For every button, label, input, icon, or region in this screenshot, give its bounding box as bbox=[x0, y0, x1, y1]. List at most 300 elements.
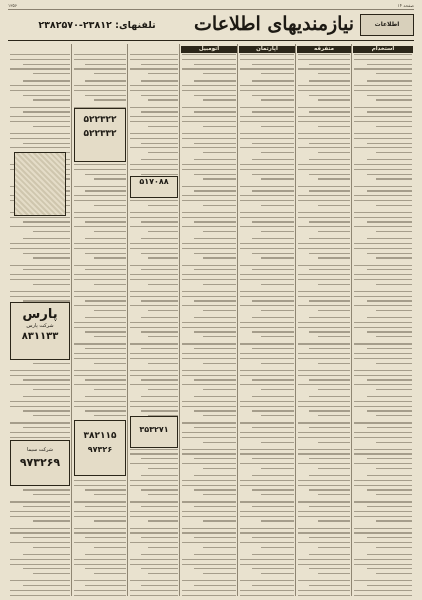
text-line bbox=[309, 253, 350, 254]
text-line bbox=[240, 375, 294, 376]
text-line bbox=[298, 375, 350, 376]
text-line bbox=[309, 190, 350, 191]
text-line bbox=[10, 370, 70, 371]
text-line bbox=[354, 516, 412, 517]
text-line bbox=[130, 90, 178, 91]
text-line bbox=[252, 506, 294, 507]
text-line bbox=[74, 322, 126, 323]
text-line bbox=[10, 59, 70, 60]
center-phones-ad bbox=[74, 108, 126, 162]
text-line bbox=[252, 427, 294, 428]
text-line bbox=[182, 375, 236, 376]
text-line bbox=[74, 164, 126, 165]
text-line bbox=[261, 126, 294, 127]
text-line bbox=[298, 422, 350, 423]
text-line bbox=[141, 221, 178, 222]
section-header-homes: آپارتمان bbox=[239, 46, 295, 53]
text-line bbox=[298, 322, 350, 323]
text-line bbox=[182, 480, 236, 481]
text-line bbox=[85, 348, 126, 349]
text-line bbox=[354, 274, 412, 275]
text-line bbox=[318, 73, 350, 74]
text-line bbox=[298, 463, 350, 464]
text-line bbox=[367, 317, 412, 318]
text-line bbox=[182, 147, 236, 148]
text-line bbox=[354, 243, 412, 244]
text-line bbox=[298, 169, 350, 170]
text-line bbox=[74, 353, 126, 354]
text-line bbox=[261, 152, 294, 153]
text-line bbox=[141, 238, 178, 239]
text-line bbox=[194, 348, 236, 349]
text-line bbox=[203, 442, 236, 443]
text-line bbox=[194, 475, 236, 476]
section-header-misc: متفرقه bbox=[297, 46, 351, 53]
column-1 bbox=[351, 44, 414, 596]
text-line bbox=[148, 284, 178, 285]
text-line bbox=[354, 248, 412, 249]
text-line bbox=[130, 590, 178, 591]
text-line bbox=[182, 195, 236, 196]
text-line bbox=[182, 248, 236, 249]
text-line bbox=[240, 133, 294, 134]
text-line bbox=[85, 554, 126, 555]
text-line bbox=[298, 432, 350, 433]
text-line bbox=[130, 200, 178, 201]
text-line bbox=[194, 554, 236, 555]
text-line bbox=[94, 284, 126, 285]
text-line bbox=[74, 358, 126, 359]
text-line bbox=[252, 396, 294, 397]
text-line bbox=[33, 415, 70, 416]
column-5 bbox=[127, 44, 180, 596]
text-line bbox=[10, 138, 70, 139]
text-line bbox=[309, 568, 350, 569]
text-line bbox=[23, 269, 70, 270]
text-line bbox=[298, 580, 350, 581]
text-line bbox=[10, 85, 70, 86]
text-line bbox=[33, 363, 70, 364]
text-line bbox=[182, 327, 236, 328]
text-line bbox=[240, 422, 294, 423]
text-line bbox=[85, 396, 126, 397]
text-line bbox=[252, 64, 294, 65]
text-line bbox=[240, 243, 294, 244]
text-line bbox=[130, 516, 178, 517]
text-line bbox=[354, 90, 412, 91]
masthead-phones bbox=[8, 20, 186, 31]
text-line bbox=[182, 516, 236, 517]
text-line bbox=[240, 138, 294, 139]
text-line bbox=[148, 205, 178, 206]
text-line bbox=[367, 238, 412, 239]
masthead-title: نیازمندیهای اطلاعات bbox=[194, 13, 354, 35]
text-line bbox=[318, 257, 350, 258]
column-3 bbox=[237, 44, 296, 596]
text-line bbox=[240, 449, 294, 450]
text-line bbox=[94, 389, 126, 390]
text-line bbox=[376, 178, 412, 179]
text-line bbox=[203, 99, 236, 100]
text-line bbox=[261, 73, 294, 74]
text-line bbox=[298, 226, 350, 227]
text-line bbox=[354, 463, 412, 464]
text-line bbox=[130, 138, 178, 139]
text-line bbox=[182, 322, 236, 323]
text-line bbox=[354, 291, 412, 292]
tall-phone-2: ۹۷۳۲۶ bbox=[87, 445, 113, 455]
advertisement-illustration bbox=[14, 152, 66, 216]
text-line bbox=[182, 186, 236, 187]
text-line bbox=[182, 353, 236, 354]
text-line bbox=[203, 573, 236, 574]
text-line bbox=[141, 317, 178, 318]
text-line bbox=[298, 279, 350, 280]
text-line bbox=[130, 265, 178, 266]
text-line bbox=[376, 284, 412, 285]
text-line bbox=[367, 348, 412, 349]
text-line bbox=[182, 401, 236, 402]
text-line bbox=[376, 310, 412, 311]
text-line bbox=[318, 442, 350, 443]
text-line bbox=[309, 506, 350, 507]
text-line bbox=[85, 379, 126, 380]
text-line bbox=[182, 501, 236, 502]
text-line bbox=[203, 520, 236, 521]
center-phone: ۵۱۷۰۸۸ bbox=[139, 177, 169, 186]
text-line bbox=[130, 68, 178, 69]
text-line bbox=[261, 99, 294, 100]
bottom-phone: ۹۷۳۲۶۹ bbox=[19, 455, 61, 469]
text-line bbox=[354, 138, 412, 139]
text-line bbox=[240, 516, 294, 517]
text-line bbox=[367, 331, 412, 332]
text-line bbox=[318, 99, 350, 100]
text-line bbox=[194, 489, 236, 490]
text-line bbox=[309, 159, 350, 160]
text-line bbox=[74, 485, 126, 486]
text-line bbox=[130, 463, 178, 464]
text-line bbox=[240, 226, 294, 227]
text-line bbox=[74, 305, 126, 306]
text-line bbox=[194, 506, 236, 507]
text-line bbox=[194, 64, 236, 65]
text-line bbox=[148, 573, 178, 574]
text-line bbox=[23, 379, 70, 380]
text-line bbox=[367, 143, 412, 144]
text-line bbox=[23, 506, 70, 507]
text-line bbox=[367, 396, 412, 397]
text-line bbox=[354, 542, 412, 543]
text-line bbox=[74, 248, 126, 249]
text-line bbox=[261, 520, 294, 521]
text-line bbox=[367, 80, 412, 81]
text-line bbox=[130, 559, 178, 560]
column-4 bbox=[179, 44, 238, 596]
text-line bbox=[182, 528, 236, 529]
text-line bbox=[252, 80, 294, 81]
text-line bbox=[33, 573, 70, 574]
text-line bbox=[240, 322, 294, 323]
text-line bbox=[376, 257, 412, 258]
text-line bbox=[23, 238, 70, 239]
text-line bbox=[182, 296, 236, 297]
text-line bbox=[240, 559, 294, 560]
text-line bbox=[203, 231, 236, 232]
text-line bbox=[252, 554, 294, 555]
text-line bbox=[354, 480, 412, 481]
text-line bbox=[261, 573, 294, 574]
masthead bbox=[8, 10, 414, 41]
text-line bbox=[182, 133, 236, 134]
text-line bbox=[74, 343, 126, 344]
text-line bbox=[354, 422, 412, 423]
text-line bbox=[354, 358, 412, 359]
text-line bbox=[141, 253, 178, 254]
text-line bbox=[354, 432, 412, 433]
text-line bbox=[182, 121, 236, 122]
text-line bbox=[141, 585, 178, 586]
text-line bbox=[10, 422, 70, 423]
text-line bbox=[367, 159, 412, 160]
text-line bbox=[376, 442, 412, 443]
text-line bbox=[376, 389, 412, 390]
text-line bbox=[23, 396, 70, 397]
text-line bbox=[367, 111, 412, 112]
text-line bbox=[252, 379, 294, 380]
text-line bbox=[23, 253, 70, 254]
text-line bbox=[130, 358, 178, 359]
text-line bbox=[261, 547, 294, 548]
text-line bbox=[10, 542, 70, 543]
text-line bbox=[74, 186, 126, 187]
text-line bbox=[74, 85, 126, 86]
text-line bbox=[252, 585, 294, 586]
text-line bbox=[130, 564, 178, 565]
text-line bbox=[130, 226, 178, 227]
text-line bbox=[148, 73, 178, 74]
text-line bbox=[367, 458, 412, 459]
text-line bbox=[354, 559, 412, 560]
phones-label: تلفنهای: bbox=[115, 20, 156, 31]
text-line bbox=[141, 111, 178, 112]
text-line bbox=[94, 494, 126, 495]
text-line bbox=[74, 243, 126, 244]
sima-ad bbox=[10, 440, 70, 486]
text-line bbox=[240, 501, 294, 502]
text-line bbox=[194, 410, 236, 411]
text-line bbox=[94, 573, 126, 574]
text-line bbox=[240, 528, 294, 529]
text-line bbox=[182, 590, 236, 591]
text-line bbox=[130, 406, 178, 407]
text-line bbox=[367, 537, 412, 538]
text-line bbox=[252, 238, 294, 239]
text-line bbox=[298, 186, 350, 187]
text-line bbox=[240, 343, 294, 344]
text-line bbox=[182, 422, 236, 423]
text-line bbox=[130, 375, 178, 376]
text-line bbox=[240, 384, 294, 385]
text-line bbox=[298, 133, 350, 134]
text-line bbox=[318, 389, 350, 390]
text-line bbox=[252, 568, 294, 569]
text-line bbox=[74, 59, 126, 60]
text-line bbox=[182, 532, 236, 533]
text-line bbox=[85, 95, 126, 96]
text-line bbox=[182, 542, 236, 543]
text-line bbox=[318, 205, 350, 206]
text-line bbox=[298, 265, 350, 266]
text-line bbox=[182, 274, 236, 275]
center-phone-ad bbox=[130, 176, 178, 198]
text-line bbox=[10, 107, 70, 108]
text-line bbox=[141, 348, 178, 349]
text-line bbox=[298, 116, 350, 117]
text-line bbox=[130, 296, 178, 297]
text-line bbox=[309, 80, 350, 81]
text-line bbox=[94, 257, 126, 258]
text-line bbox=[130, 401, 178, 402]
text-line bbox=[33, 73, 70, 74]
text-line bbox=[261, 257, 294, 258]
text-line bbox=[74, 265, 126, 266]
text-line bbox=[130, 542, 178, 543]
text-line bbox=[354, 322, 412, 323]
text-line bbox=[85, 300, 126, 301]
text-line bbox=[10, 217, 70, 218]
text-line bbox=[74, 327, 126, 328]
text-line bbox=[148, 99, 178, 100]
text-line bbox=[130, 322, 178, 323]
text-line bbox=[354, 195, 412, 196]
text-line bbox=[298, 370, 350, 371]
text-line bbox=[298, 147, 350, 148]
text-line bbox=[240, 358, 294, 359]
text-line bbox=[240, 59, 294, 60]
text-line bbox=[354, 327, 412, 328]
text-line bbox=[261, 363, 294, 364]
text-line bbox=[182, 406, 236, 407]
text-line bbox=[74, 516, 126, 517]
text-line bbox=[130, 243, 178, 244]
text-line bbox=[298, 564, 350, 565]
text-line bbox=[354, 186, 412, 187]
text-line bbox=[252, 190, 294, 191]
text-line bbox=[141, 174, 178, 175]
text-line bbox=[182, 358, 236, 359]
text-line bbox=[148, 547, 178, 548]
text-line bbox=[148, 520, 178, 521]
text-line bbox=[240, 90, 294, 91]
text-line bbox=[203, 310, 236, 311]
text-line bbox=[376, 99, 412, 100]
text-line bbox=[252, 410, 294, 411]
text-line bbox=[182, 243, 236, 244]
text-line bbox=[261, 284, 294, 285]
text-line bbox=[252, 269, 294, 270]
text-line bbox=[240, 265, 294, 266]
text-line bbox=[10, 54, 70, 55]
text-line bbox=[309, 95, 350, 96]
text-line bbox=[130, 580, 178, 581]
text-line bbox=[182, 437, 236, 438]
text-line bbox=[354, 580, 412, 581]
text-line bbox=[261, 310, 294, 311]
text-line bbox=[74, 169, 126, 170]
sima-title: شرکت سیما bbox=[27, 447, 53, 453]
text-line bbox=[203, 415, 236, 416]
text-line bbox=[354, 437, 412, 438]
pars-phone: ۸۳۱۱۳۳ bbox=[21, 331, 59, 343]
text-line bbox=[354, 296, 412, 297]
text-line bbox=[309, 537, 350, 538]
text-line bbox=[85, 221, 126, 222]
text-line bbox=[240, 580, 294, 581]
text-line bbox=[261, 468, 294, 469]
text-line bbox=[10, 580, 70, 581]
text-line bbox=[354, 590, 412, 591]
text-line bbox=[240, 564, 294, 565]
text-line bbox=[298, 343, 350, 344]
text-line bbox=[74, 296, 126, 297]
text-line bbox=[23, 410, 70, 411]
section-header-jobs: استخدام bbox=[353, 46, 413, 53]
text-line bbox=[376, 231, 412, 232]
text-line bbox=[309, 238, 350, 239]
text-line bbox=[252, 458, 294, 459]
text-line bbox=[367, 269, 412, 270]
text-line bbox=[182, 169, 236, 170]
text-line bbox=[182, 217, 236, 218]
text-line bbox=[354, 406, 412, 407]
text-line bbox=[23, 143, 70, 144]
text-line bbox=[10, 90, 70, 91]
text-line bbox=[94, 547, 126, 548]
text-line bbox=[354, 370, 412, 371]
text-line bbox=[85, 253, 126, 254]
text-line bbox=[309, 348, 350, 349]
text-line bbox=[376, 363, 412, 364]
text-line bbox=[252, 111, 294, 112]
text-line bbox=[367, 427, 412, 428]
text-line bbox=[194, 221, 236, 222]
text-line bbox=[240, 169, 294, 170]
text-line bbox=[367, 379, 412, 380]
text-line bbox=[85, 269, 126, 270]
text-line bbox=[261, 415, 294, 416]
text-line bbox=[298, 358, 350, 359]
text-line bbox=[240, 590, 294, 591]
text-line bbox=[240, 195, 294, 196]
text-line bbox=[182, 226, 236, 227]
text-line bbox=[148, 389, 178, 390]
text-line bbox=[85, 64, 126, 65]
text-line bbox=[194, 143, 236, 144]
text-line bbox=[354, 217, 412, 218]
text-line bbox=[130, 121, 178, 122]
text-line bbox=[85, 506, 126, 507]
text-line bbox=[74, 384, 126, 385]
text-line bbox=[354, 85, 412, 86]
text-line bbox=[33, 520, 70, 521]
text-line bbox=[194, 80, 236, 81]
text-line bbox=[240, 147, 294, 148]
date-line: ۱۳۵۶ bbox=[8, 3, 17, 8]
text-line bbox=[182, 138, 236, 139]
text-line bbox=[298, 68, 350, 69]
text-line bbox=[33, 99, 70, 100]
